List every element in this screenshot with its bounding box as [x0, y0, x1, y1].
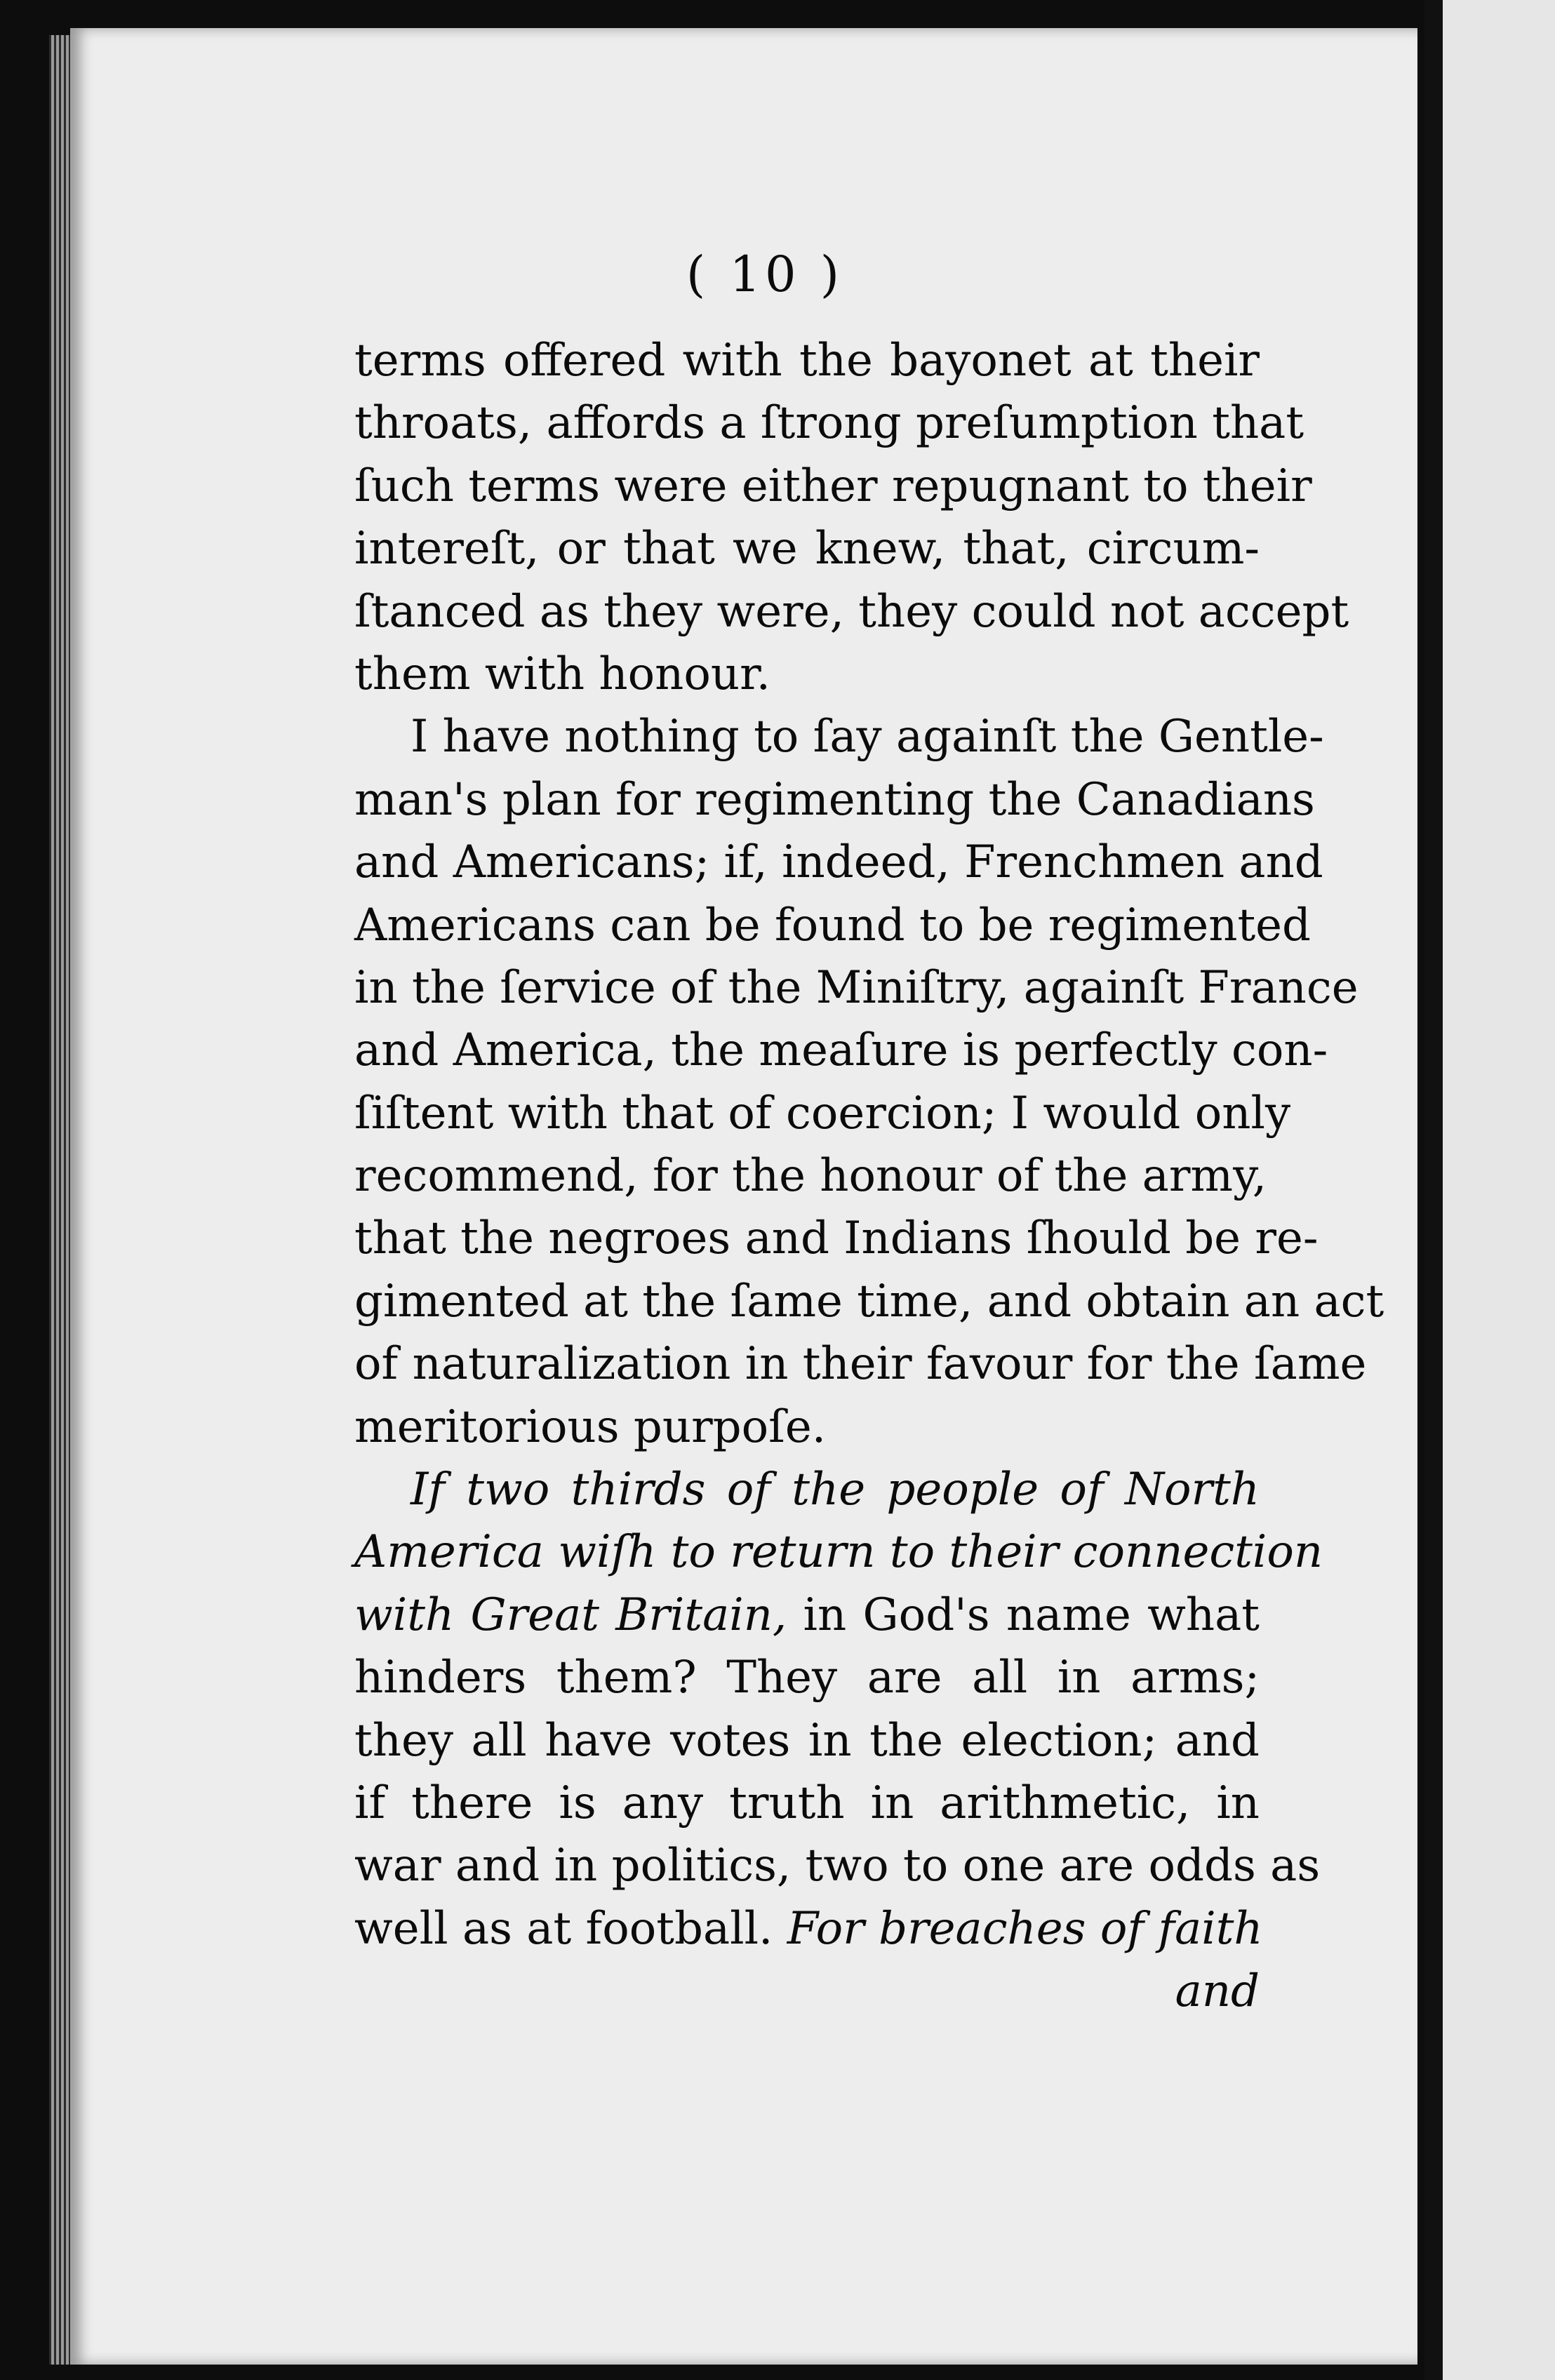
text-line	[354, 581, 1349, 643]
text-line	[354, 1584, 1260, 1647]
italic-text-segment: with Great Britain,	[354, 1589, 787, 1641]
text-line	[354, 1772, 1260, 1835]
text-segment: ſtanced as they were, they could not accept	[354, 585, 1349, 638]
text-line	[354, 1083, 1291, 1145]
text-line	[354, 895, 1311, 957]
text-segment: man's plan for regimenting the Canadians	[354, 773, 1315, 826]
text-segment: I have nothing to ſay againſt the Gentle-	[411, 711, 1324, 763]
text-line	[354, 769, 1315, 831]
text-segment: terms offered with the bayonet at their	[354, 335, 1260, 387]
facing-page-edge	[1424, 0, 1555, 2380]
page-number: ( 10 )	[686, 246, 844, 303]
text-line	[354, 518, 1260, 580]
text-segment: war and in politics, two to one are odds as	[354, 1840, 1321, 1892]
text-line	[354, 392, 1304, 455]
text-segment: Americans can be found to be regimented	[354, 899, 1311, 951]
text-segment: gimented at the ſame time, and obtain an act	[354, 1275, 1384, 1328]
text-line	[354, 706, 1324, 768]
text-line	[354, 1271, 1384, 1333]
text-line	[354, 1208, 1319, 1270]
text-line	[354, 831, 1323, 894]
text-line	[354, 1459, 1260, 1521]
text-segment: intereſt, or that we knew, that, circum-	[354, 523, 1260, 575]
text-segment: ſuch terms were either repugnant to their	[354, 460, 1312, 512]
text-segment: they all have votes in the election; and	[354, 1714, 1260, 1767]
text-segment: and America, the meaſure is perfectly con-	[354, 1024, 1328, 1077]
text-segment: hinders them? They are all in arms;	[354, 1652, 1260, 1704]
italic-text-segment: If two thirds of the people of North	[411, 1464, 1260, 1516]
text-segment: recommend, for the honour of the army,	[354, 1150, 1267, 1203]
italic-text-segment: and	[1175, 1965, 1260, 2018]
text-segment: them with honour.	[354, 648, 770, 700]
text-segment: and Americans; if, indeed, Frenchmen and	[354, 836, 1323, 889]
text-line	[354, 1019, 1328, 1082]
text-segment: if there is any truth in arithmetic, in	[354, 1777, 1260, 1829]
text-line	[354, 957, 1359, 1019]
text-line	[354, 330, 1260, 392]
text-segment: meritorious purpoſe.	[354, 1400, 827, 1453]
italic-text-segment: For breaches of faith	[787, 1902, 1263, 1955]
text-segment: in the ſervice of the Miniſtry, againſt France	[354, 961, 1359, 1014]
text-segment: throats, affords a ſtrong preſumption that	[354, 397, 1304, 450]
body-text	[354, 330, 1384, 2024]
text-line	[354, 1647, 1260, 1709]
text-line	[354, 643, 1260, 706]
text-line	[354, 1396, 1260, 1459]
text-line	[354, 1835, 1321, 1897]
text-segment: of naturalization in their favour for the ſame	[354, 1338, 1367, 1391]
text-line	[354, 1960, 1260, 2023]
text-line	[354, 1521, 1323, 1584]
text-line	[354, 1898, 1263, 1960]
text-line	[354, 1145, 1267, 1208]
text-line	[354, 455, 1312, 518]
italic-text-segment: America wiſh to return to their connection	[354, 1526, 1323, 1579]
text-line	[354, 1710, 1260, 1772]
text-line	[354, 1333, 1367, 1396]
text-segment: in God's name what	[787, 1589, 1260, 1641]
text-segment: ſiſtent with that of coercion; I would only	[354, 1087, 1291, 1139]
text-segment: well as at football.	[354, 1902, 787, 1955]
text-segment: that the negroes and Indians ſhould be re-	[354, 1212, 1319, 1265]
